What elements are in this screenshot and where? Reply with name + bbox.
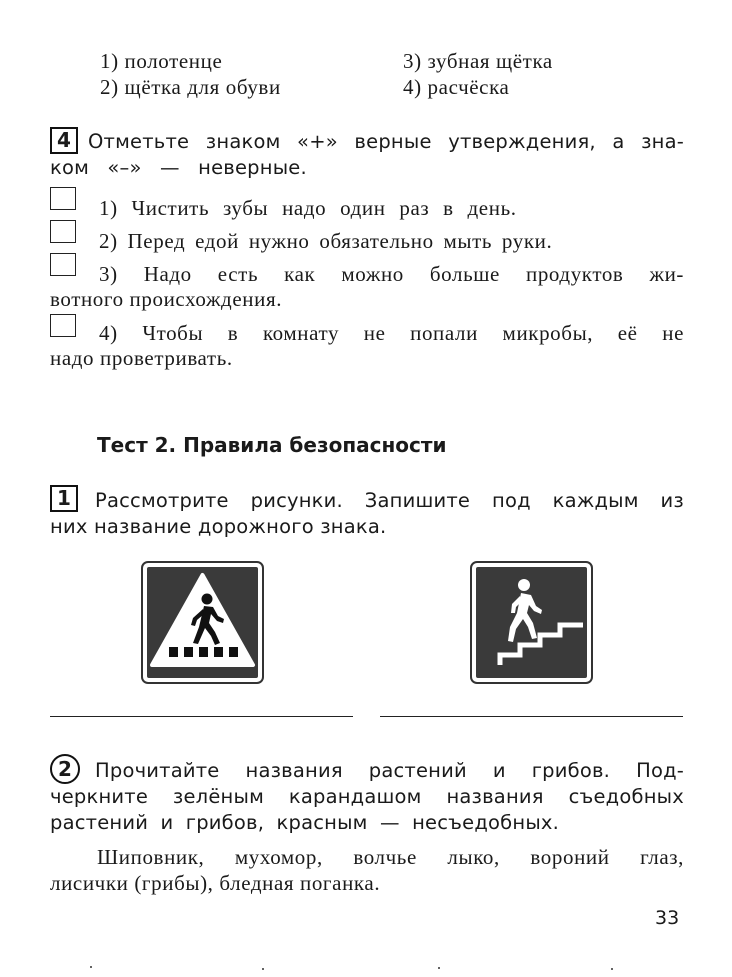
task-4-number: 4	[50, 127, 78, 154]
plants-list-line1: Шиповник, мухомор, волчье лыко, вороний глаз,	[97, 845, 684, 869]
answer-line-1[interactable]	[50, 716, 353, 717]
task-1-instruction-line2: них название дорожного знака.	[50, 515, 387, 538]
statement-4-checkbox[interactable]	[50, 314, 76, 337]
scan-speck	[438, 967, 440, 969]
statement-3-text-line2: вотного происхождения.	[50, 287, 283, 311]
statement-2-checkbox[interactable]	[50, 220, 76, 243]
task-2-instruction-line1: Прочитайте названия растений и грибов. Под-	[95, 759, 684, 782]
statement-1-checkbox[interactable]	[50, 187, 76, 210]
statement-4-text-line2: надо проветривать.	[50, 346, 233, 370]
statement-2-text: 2) Перед едой нужно обязательно мыть руки.	[99, 229, 553, 253]
scan-speck	[90, 966, 92, 968]
statement-1-text: 1) Чистить зубы надо один раз в день.	[99, 196, 517, 220]
plants-list-line2: лисички (грибы), бледная поганка.	[50, 871, 381, 895]
answer-line-2[interactable]	[380, 716, 683, 717]
scan-speck	[262, 968, 264, 970]
task-2-number: 2	[50, 754, 80, 784]
statement-3-checkbox[interactable]	[50, 253, 76, 276]
task-4-instruction-line2: ком «–» — неверные.	[50, 156, 307, 179]
pedestrian-crossing-sign-icon	[141, 561, 264, 684]
statement-4-text-line1: 4) Чтобы в комнату не попали микробы, её не	[99, 321, 684, 345]
test-2-title: Тест 2. Правила безопасности	[97, 433, 447, 457]
option-2: 2) щётка для обуви	[100, 75, 281, 99]
option-1: 1) полотенце	[100, 49, 223, 73]
option-4: 4) расчёска	[403, 75, 510, 99]
page-number: 33	[655, 907, 680, 929]
option-3: 3) зубная щётка	[403, 49, 553, 73]
underground-crossing-sign-icon	[470, 561, 593, 684]
task-2-instruction-line3: растений и грибов, красным — несъедобных.	[50, 811, 560, 834]
task-2-instruction-line2: черкните зелёным карандашом названия съедобных	[50, 785, 684, 808]
scan-speck	[611, 968, 613, 970]
statement-3-text-line1: 3) Надо есть как можно больше продуктов жи-	[99, 262, 684, 286]
task-1-instruction-line1: Рассмотрите рисунки. Запишите под каждым из	[95, 489, 684, 512]
task-1-number: 1	[50, 485, 78, 512]
task-4-instruction-line1: Отметьте знаком «+» верные утверждения, а зна-	[88, 130, 684, 153]
